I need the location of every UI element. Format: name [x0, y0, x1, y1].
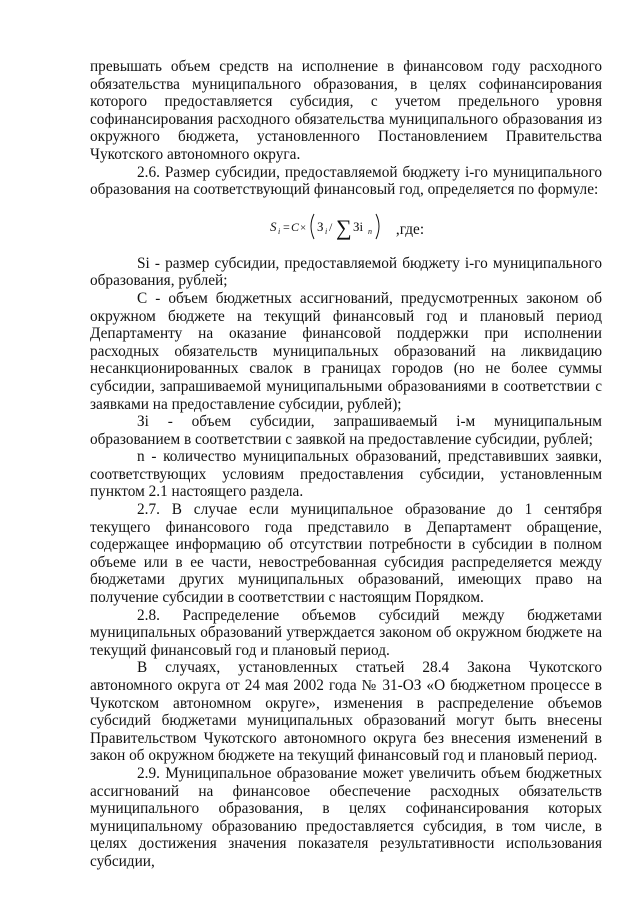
- formula-z: З: [316, 218, 324, 234]
- paragraph-2-7: 2.7. В случае если муниципальное образование до 1 сентября текущего финансового года представило в Департамент обращение, содержащее информацию об отсутствии потребности в субсидии в полном объеме или в ее части, невостребованная субсидия распределяется между бюджетами других муниципальных образований, имеющих право на получение субсидии в соответствии с настоящим Порядком.: [90, 501, 602, 607]
- formula-tail: ,где:: [395, 220, 425, 238]
- subsidy-formula: [90, 201, 602, 251]
- paragraph-2-8: 2.8. Распределение объемов субсидий между бюджетами муниципальных образований утверждается законом об окружном бюджете на текущий финансовый год и плановый период.: [90, 606, 602, 659]
- definition-zi: Зi - объем субсидии, запрашиваемый i-м муниципальным образованием в соответствии с заявкой на предоставление субсидии, рублей;: [90, 413, 602, 448]
- formula-lhs-sub: i: [277, 226, 281, 236]
- definition-n: n - количество муниципальных образований, представивших заявки, соответствующих условиям предоставления субсидии, установленным пунктом 2.1 настоящего раздела.: [90, 448, 602, 501]
- definition-c: С - объем бюджетных ассигнований, предусмотренных законом об окружном бюджете на текущий финансовый год и плановый период Департаменту на оказание финансовой поддержки при исполнении расходных обязательств муниципальных образований на ликвидацию несанкционированных свалок в границах городов (но не более суммы субсидии, запрашиваемой муниципальными образованиями в соответствии с заявками на предоставление субсидии, рублей);: [90, 289, 602, 413]
- formula-right-paren: [376, 214, 379, 239]
- formula-z-sub: i: [324, 226, 328, 236]
- definition-si: Si - размер субсидии, предоставляемой бюджету i-го муниципального образования, рублей;: [90, 254, 602, 290]
- paragraph-2-8-cases: В случаях, установленных статьей 28.4 Закона Чукотского автономного округа от 24 мая 2002 года № 31-ОЗ «О бюджетном процессе в Чукотском автономном округе», изменения в распределение объемов субсидий бюджетами муниципальных образований могут быть внесены Правительством Чукотского автономного округа без внесения изменений в закон об окружном бюджете на текущий финансовый год и плановый период.: [90, 659, 602, 765]
- paragraph-continuation: превышать объем средств на исполнение в финансовом году расходного обязательства муниципального образования, в целях софинансирования которого предоставляется субсидия, с учетом предельного уровня софинансирования расходного обязательства муниципального образования из окружного бюджета, установленного Постановлением Правительства Чукотского автономного округа.: [90, 58, 602, 163]
- formula-sigma: ∑: [335, 214, 352, 240]
- paragraph-2-6: 2.6. Размер субсидии, предоставляемой бюджету i-го муниципального образования на соответствующий финансовый год, определяется по формуле:: [90, 163, 602, 199]
- formula-lhs: S: [269, 218, 277, 234]
- formula-eq: =: [282, 219, 290, 234]
- paragraph-2-9: 2.9. Муниципальное образование может увеличить объем бюджетных ассигнований на финансовое обеспечение расходных обязательств муниципального образования, в целях софинансирования которых муниципальному образованию предоставляется субсидия, в том числе, в целях достижения значения показателя результативности использования субсидии,: [90, 764, 602, 870]
- formula-z2: Зi: [352, 218, 364, 234]
- formula-left-paren: [311, 214, 314, 239]
- formula-times: ×: [299, 221, 307, 234]
- formula-graphic: [268, 206, 394, 246]
- formula-slash: /: [328, 219, 333, 234]
- formula-c: C: [290, 219, 299, 234]
- formula-z2-sub: n: [367, 226, 372, 236]
